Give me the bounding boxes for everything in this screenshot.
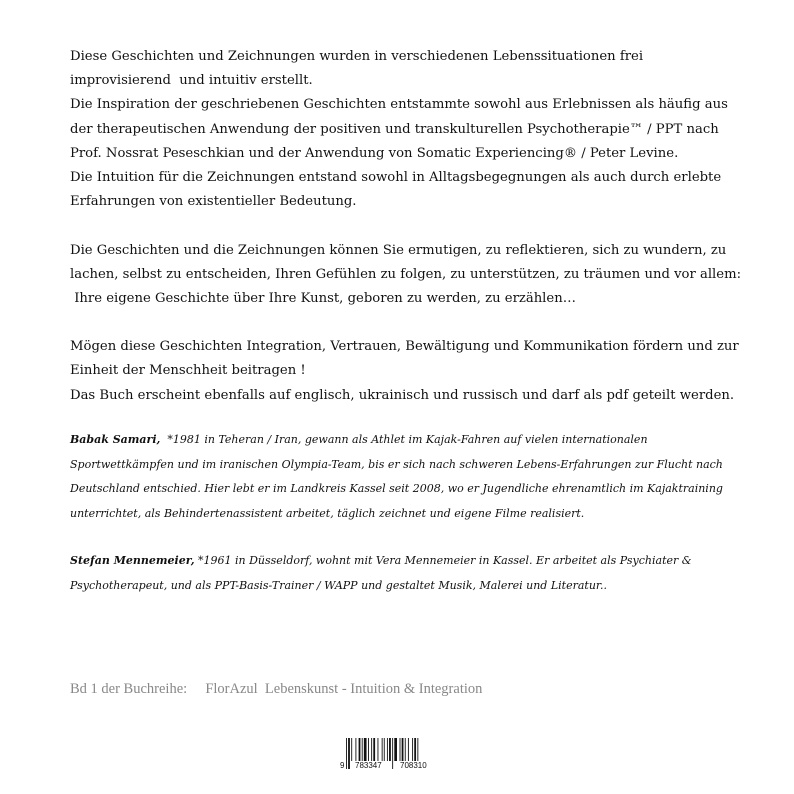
barcode-bar xyxy=(417,738,418,761)
text-line: Das Buch erscheint ebenfalls auf englisch, ukrainisch und russisch und darf als pdf geteilt werden. xyxy=(70,387,735,403)
text-line: Die Geschichten und die Zeichnungen können Sie ermutigen, zu reflektieren, sich zu wundern, zu xyxy=(70,242,727,258)
text-line: Prof. Nossrat Peseschkian und der Anwendung von Somatic Experiencing® / Peter Levine. xyxy=(70,145,679,161)
barcode-bar xyxy=(368,738,369,761)
text-line: Die Inspiration der geschriebenen Geschichten entstammte sowohl aus Erlebnissen als häufig aus xyxy=(70,97,728,113)
barcode-bar xyxy=(355,738,356,761)
bio-text: *1961 in Düsseldorf, wohnt mit Vera Mennemeier in Kassel. Er arbeitet als Psychiater & xyxy=(194,554,692,567)
barcode-bar xyxy=(384,738,385,761)
barcode-bar xyxy=(359,738,361,761)
barcode-bar xyxy=(412,738,413,761)
text-line: Einheit der Menschheit beitragen ! xyxy=(70,363,306,379)
barcode-bar xyxy=(405,738,406,761)
barcode-bar xyxy=(364,738,367,761)
text-line: der therapeutischen Anwendung der positiven und transkulturellen Psychotherapie™ / PPT nach xyxy=(70,121,719,137)
text-line: Mögen diese Geschichten Integration, Vertrauen, Bewältigung und Kommunikation fördern und zur xyxy=(70,339,739,355)
barcode-bar xyxy=(392,738,393,769)
bio-text: Psychotherapeut, und als PPT-Basis-Trainer / WAPP und gestaltet Musik, Malerei und Literatur.. xyxy=(70,578,607,592)
intro-text xyxy=(70,45,750,408)
barcode-bar xyxy=(387,738,388,761)
series-label: Bd 1 der Buchreihe: xyxy=(70,681,188,697)
text-line: Diese Geschichten und Zeichnungen wurden in verschiedenen Lebenssituationen frei xyxy=(70,49,644,64)
text-line: Ihre eigene Geschichte über Ihre Kunst, geboren zu werden, zu erzählen… xyxy=(70,290,576,306)
text-line: Die Intuition für die Zeichnungen entstand sowohl in Alltagsbegegnungen als auch durch erlebte xyxy=(70,169,722,185)
barcode-bar xyxy=(362,738,363,761)
bio-text: Sportwettkämpfen und im iranischen Olympia-Team, bis er sich nach schweren Lebens-Erfahrungen zur Flucht nach xyxy=(70,457,723,471)
barcode-bar xyxy=(408,738,409,761)
author-name: Babak Samari, xyxy=(70,433,161,446)
barcode-bar xyxy=(351,738,352,761)
barcode-bar xyxy=(402,738,404,761)
barcode-bar xyxy=(378,738,379,761)
barcode-bar xyxy=(373,738,375,761)
barcode-digits-left: 783347 xyxy=(355,761,382,770)
barcode-bar xyxy=(371,738,372,761)
author-name: Stefan Mennemeier, xyxy=(70,554,195,567)
text-line: lachen, selbst zu entscheiden, Ihren Gefühlen zu folgen, zu unterstützen, zu träumen und vor allem: xyxy=(70,266,742,282)
bio-text: unterrichtet, als Behindertenassistent arbeitet, täglich zeichnet und eigene Filme realisiert. xyxy=(70,506,585,520)
barcode-bar xyxy=(348,738,350,769)
barcode-bar xyxy=(394,738,397,761)
barcode-bar xyxy=(389,738,391,761)
barcode-bar xyxy=(382,738,383,761)
book-series xyxy=(70,681,482,698)
author-bio-stefan-mennemeier xyxy=(70,549,750,598)
series-title: FlorAzul Lebenskunst - Intuition & Integration xyxy=(205,681,483,697)
barcode-bar xyxy=(400,738,401,761)
barcode-bar xyxy=(346,738,347,769)
barcode-bar xyxy=(414,738,416,761)
text-line: improvisierend und intuitiv erstellt. xyxy=(70,73,313,89)
author-bio-babak-samari xyxy=(70,428,750,526)
barcode-digits-right: 708310 xyxy=(400,761,427,770)
barcode-digit-first: 9 xyxy=(340,761,345,770)
bio-text: Deutschland entschied. Hier lebt er im Landkreis Kassel seit 2008, wo er Jugendliche ehrenamtlich im Kajaktraining xyxy=(70,482,723,495)
text-line: Erfahrungen von existentieller Bedeutung. xyxy=(70,194,357,210)
bio-text: *1981 in Teheran / Iran, gewann als Athlet im Kajak-Fahren auf vielen internationalen xyxy=(160,433,648,446)
